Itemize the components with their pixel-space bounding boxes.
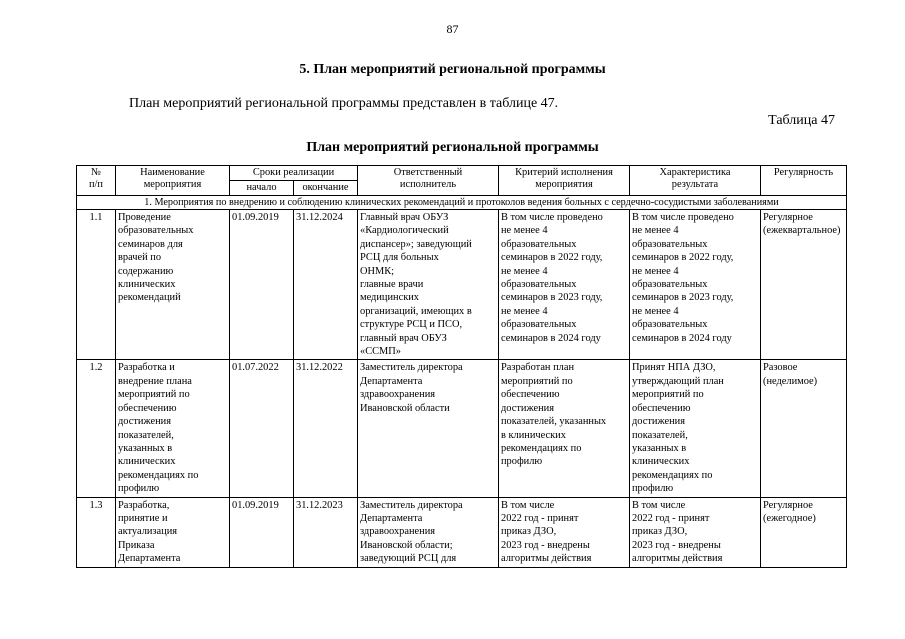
cell-num: 1.1 bbox=[77, 210, 116, 360]
cell-name: Разработка, принятие и актуализация Приказа Департамента bbox=[116, 497, 230, 567]
cell-criterion: В том числе проведено не менее 4 образовательных семинаров в 2022 году, не менее 4 образовательных семинаров в 2023 году, не менее 4 образовательных семинаров в 2024 году bbox=[499, 210, 630, 360]
cell-result: Принят НПА ДЗО, утверждающий план мероприятий по обеспечению достижения показателей, указанных в клинических рекомендациях по профилю bbox=[630, 360, 761, 497]
cell-name: Разработка и внедрение плана мероприятий по обеспечению достижения показателей, указанных в клинических рекомендациях по профилю bbox=[116, 360, 230, 497]
plan-table bbox=[76, 165, 847, 568]
table-row bbox=[77, 360, 847, 497]
table-title: План мероприятий региональной программы bbox=[306, 140, 599, 155]
cell-end: 31.12.2024 bbox=[294, 210, 358, 360]
cell-num: 1.2 bbox=[77, 360, 116, 497]
cell-executor: Главный врач ОБУЗ «Кардиологический диспансер»; заведующий РСЦ для больных ОНМК; главные врачи медицинских организаций, имеющих в структуре РСЦ и ПСО, главный врач ОБУЗ «ССМП» bbox=[358, 210, 499, 360]
header-end: окончание bbox=[294, 181, 358, 196]
header-regularity: Регулярность bbox=[761, 166, 847, 196]
header-executor: Ответственный исполнитель bbox=[358, 166, 499, 196]
cell-end: 31.12.2023 bbox=[294, 497, 358, 567]
cell-start: 01.09.2019 bbox=[230, 210, 294, 360]
table-row bbox=[77, 497, 847, 567]
cell-regularity: Разовое (неделимое) bbox=[761, 360, 847, 497]
cell-executor: Заместитель директора Департамента здравоохранения Ивановской области bbox=[358, 360, 499, 497]
cell-criterion: Разработан план мероприятий по обеспечению достижения показателей, указанных в клинических рекомендациях по профилю bbox=[499, 360, 630, 497]
table-row bbox=[77, 210, 847, 360]
table-header-row bbox=[77, 166, 847, 181]
cell-result: В том числе проведено не менее 4 образовательных семинаров в 2022 году, не менее 4 образовательных семинаров в 2023 году, не менее 4 образовательных семинаров в 2024 году bbox=[630, 210, 761, 360]
intro-text: План мероприятий региональной программы представлен в таблице 47. bbox=[129, 96, 559, 111]
header-num: № п/п bbox=[77, 166, 116, 196]
cell-criterion: В том числе 2022 год - принят приказ ДЗО, 2023 год - внедрены алгоритмы действия bbox=[499, 497, 630, 567]
header-criterion: Критерий исполнения мероприятия bbox=[499, 166, 630, 196]
header-name: Наименование мероприятия bbox=[116, 166, 230, 196]
cell-regularity: Регулярное (ежеквартальное) bbox=[761, 210, 847, 360]
section-heading: 5. План мероприятий региональной программы bbox=[299, 62, 606, 77]
cell-start: 01.07.2022 bbox=[230, 360, 294, 497]
cell-name: Проведение образовательных семинаров для врачей по содержанию клинических рекомендаций bbox=[116, 210, 230, 360]
header-result: Характеристика результата bbox=[630, 166, 761, 196]
cell-executor: Заместитель директора Департамента здравоохранения Ивановской области; заведующий РСЦ для bbox=[358, 497, 499, 567]
section-row-text: 1. Мероприятия по внедрению и соблюдению клинических рекомендаций и протоколов ведения больных с сердечно-сосудистыми заболеваниями bbox=[77, 196, 847, 210]
header-terms: Сроки реализации bbox=[230, 166, 358, 181]
cell-result: В том числе 2022 год - принят приказ ДЗО, 2023 год - внедрены алгоритмы действия bbox=[630, 497, 761, 567]
cell-num: 1.3 bbox=[77, 497, 116, 567]
cell-regularity: Регулярное (ежегодное) bbox=[761, 497, 847, 567]
page-number: 87 bbox=[446, 22, 459, 36]
header-start: начало bbox=[230, 181, 294, 196]
table-label: Таблица 47 bbox=[768, 113, 835, 128]
section-row bbox=[77, 196, 847, 210]
cell-start: 01.09.2019 bbox=[230, 497, 294, 567]
cell-end: 31.12.2022 bbox=[294, 360, 358, 497]
